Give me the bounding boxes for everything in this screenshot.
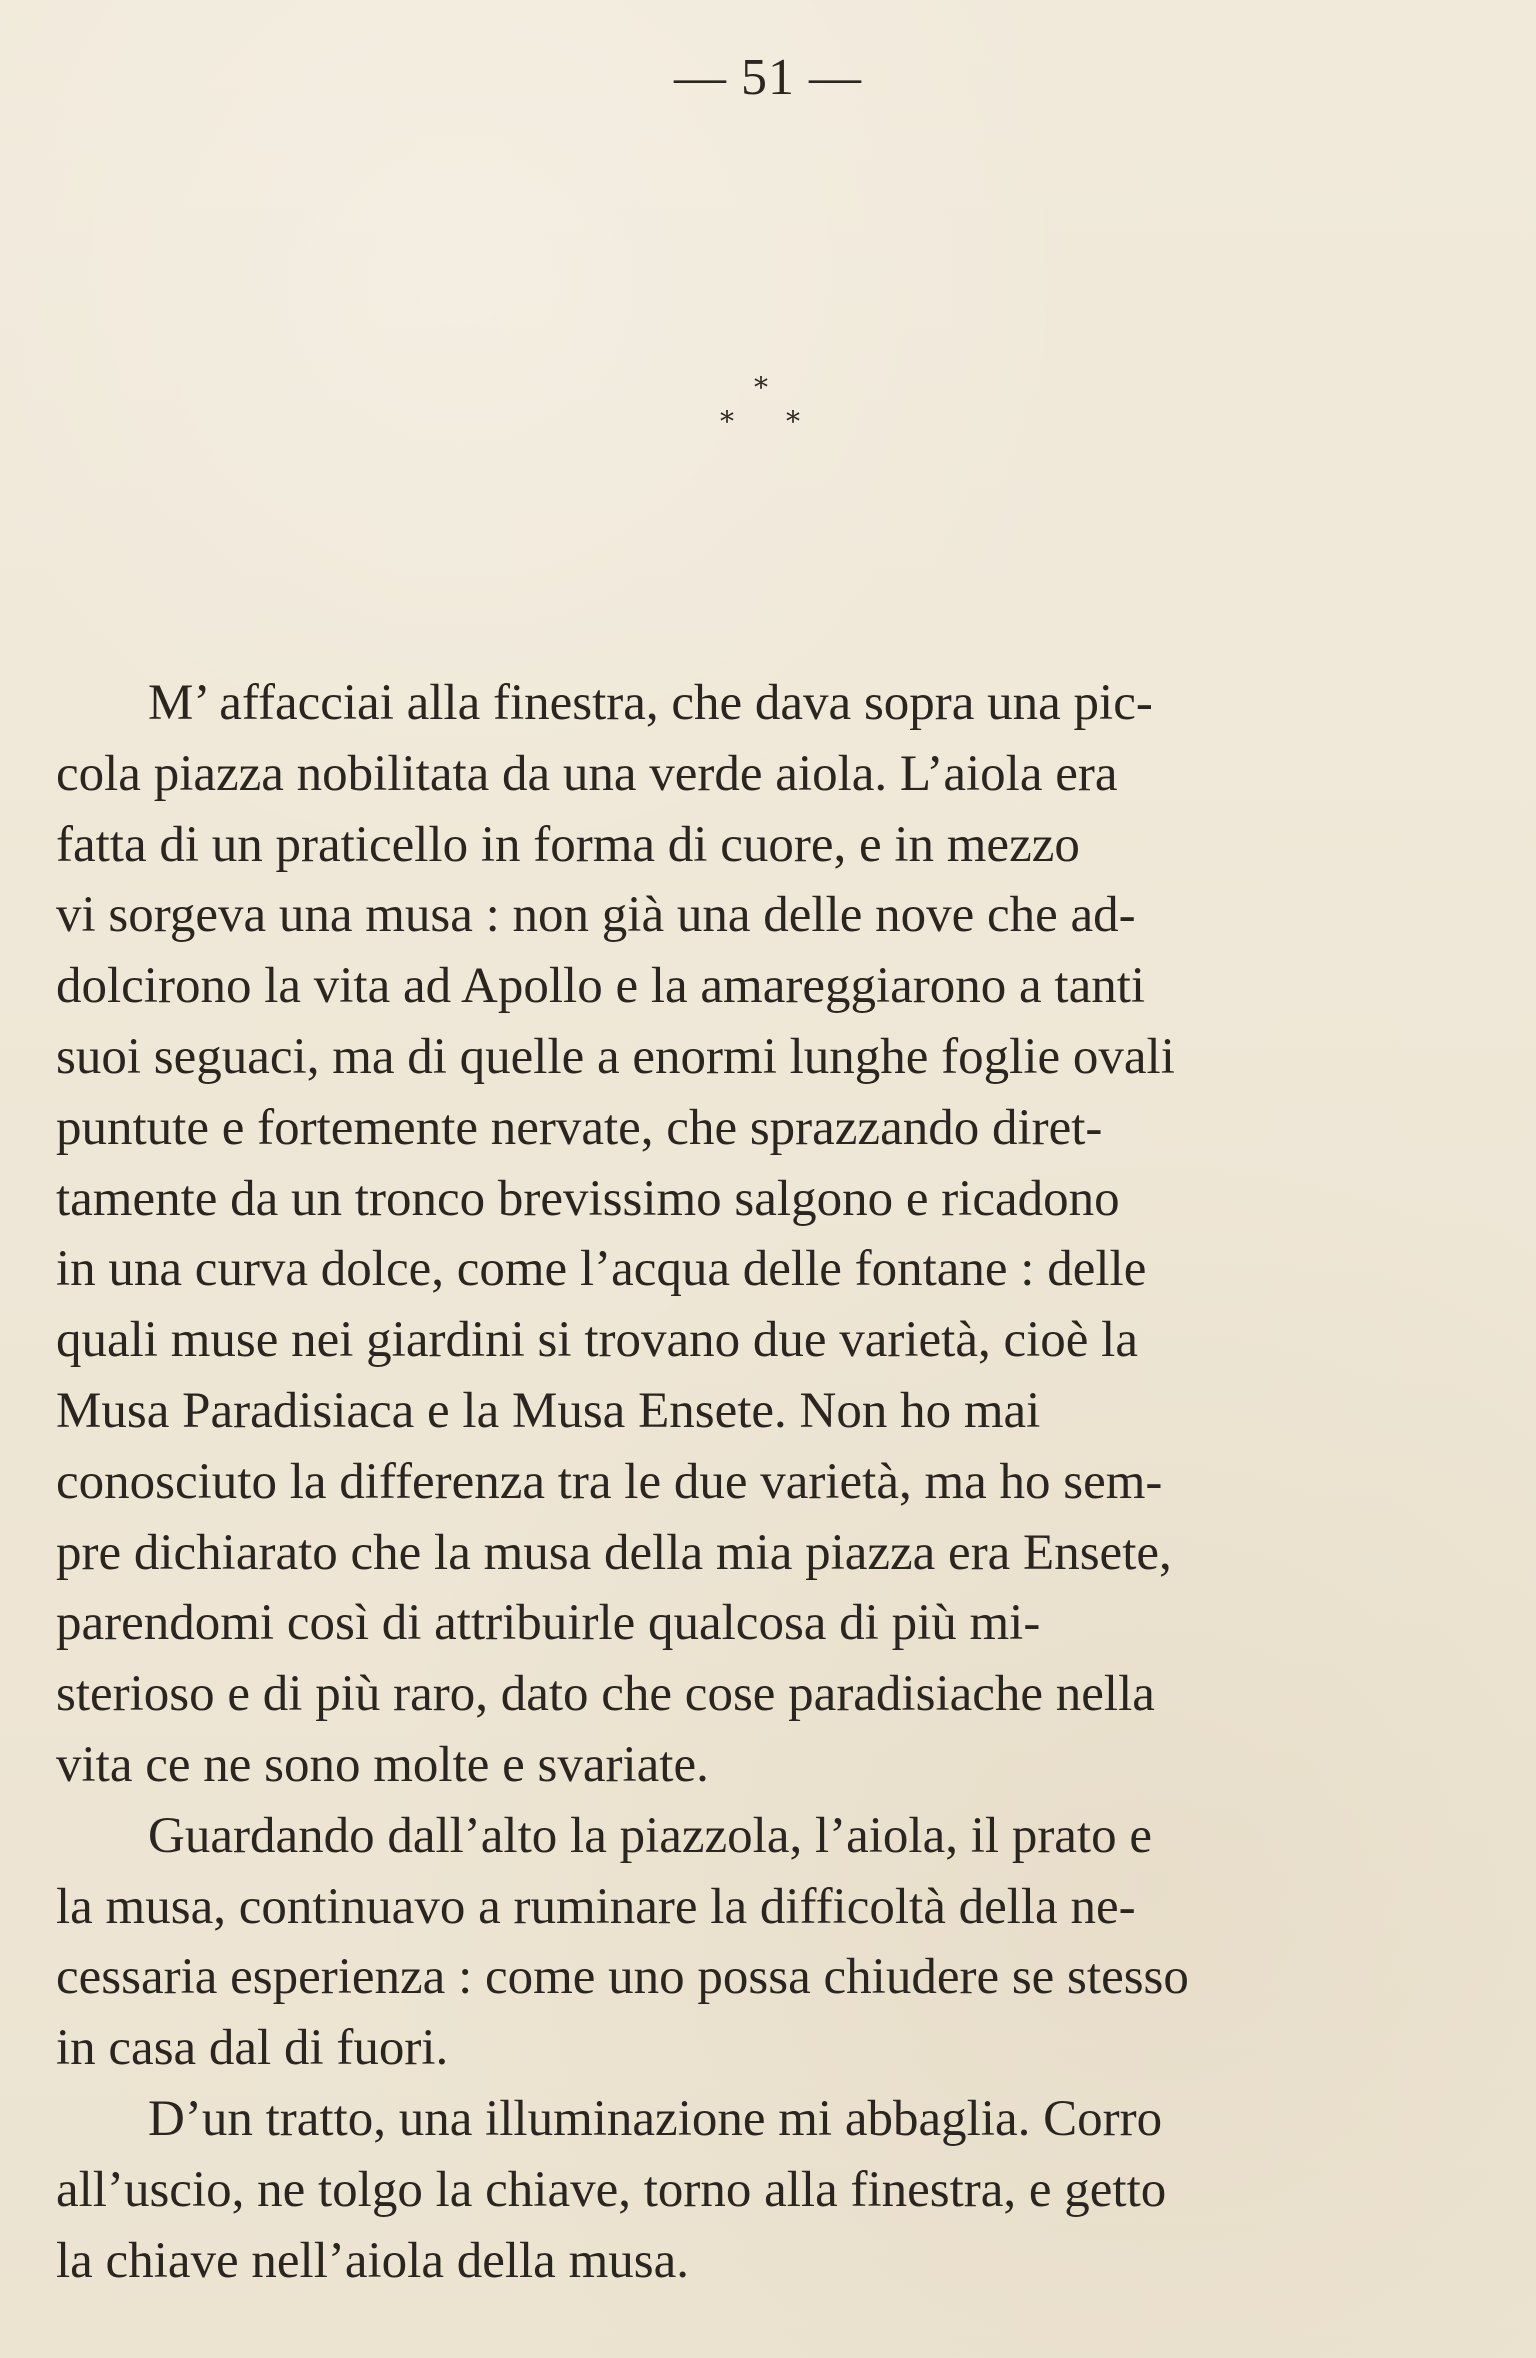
text-line: in casa dal di fuori. <box>56 2020 449 2077</box>
text-line: in una curva dolce, come l’acqua delle fontane : delle <box>56 1241 1147 1298</box>
text-line: cola piazza nobilitata da una verde aiola. L’aiola era <box>56 745 1118 802</box>
text-line: all’uscio, ne tolgo la chiave, torno alla finestra, e getto <box>56 2161 1167 2218</box>
text-line: tamente da un tronco brevissimo salgono e ricadono <box>56 1170 1120 1227</box>
ornament-star-top: * <box>754 371 768 404</box>
text-line: vi sorgeva una musa : non già una delle nove che ad- <box>56 887 1136 944</box>
ornament-star-left: * <box>720 405 734 438</box>
text-line: cessaria esperienza : come uno possa chiudere se stesso <box>56 1949 1189 2006</box>
page-number: — 51 — <box>674 49 862 106</box>
text-line: fatta di un praticello in forma di cuore, e in mezzo <box>56 816 1080 873</box>
text-line: D’un tratto, una illuminazione mi abbaglia. Corro <box>148 2090 1163 2147</box>
text-line: vita ce ne sono molte e svariate. <box>56 1736 709 1793</box>
text-line: quali muse nei giardini si trovano due varietà, cioè la <box>56 1312 1138 1369</box>
text-line: suoi seguaci, ma di quelle a enormi lunghe foglie ovali <box>56 1028 1175 1085</box>
text-line: sterioso e di più raro, dato che cose paradisiache nella <box>56 1666 1155 1723</box>
section-ornament <box>714 371 814 444</box>
text-line: conosciuto la differenza tra le due varietà, ma ho sem- <box>56 1453 1163 1510</box>
text-line: dolcirono la vita ad Apollo e la amareggiarono a tanti <box>56 958 1146 1015</box>
text-line: M’ affacciai alla finestra, che dava sopra una pic- <box>148 675 1153 731</box>
text-line: la chiave nell’aiola della musa. <box>56 2232 689 2289</box>
text-line: puntute e fortemente nervate, che sprazzando diret- <box>56 1099 1103 1156</box>
text-line: la musa, continuavo a ruminare la difficoltà della ne- <box>56 1878 1136 1935</box>
ornament-star-right: * <box>786 405 800 438</box>
main-text <box>56 668 1486 2296</box>
text-line: Musa Paradisiaca e la Musa Ensete. Non ho mai <box>56 1382 1041 1439</box>
text-line: Guardando dall’alto la piazzola, l’aiola, il prato e <box>148 1807 1152 1864</box>
text-line: pre dichiarato che la musa della mia piazza era Ensete, <box>56 1524 1172 1581</box>
text-line: parendomi così di attribuirle qualcosa di più mi- <box>56 1595 1041 1652</box>
